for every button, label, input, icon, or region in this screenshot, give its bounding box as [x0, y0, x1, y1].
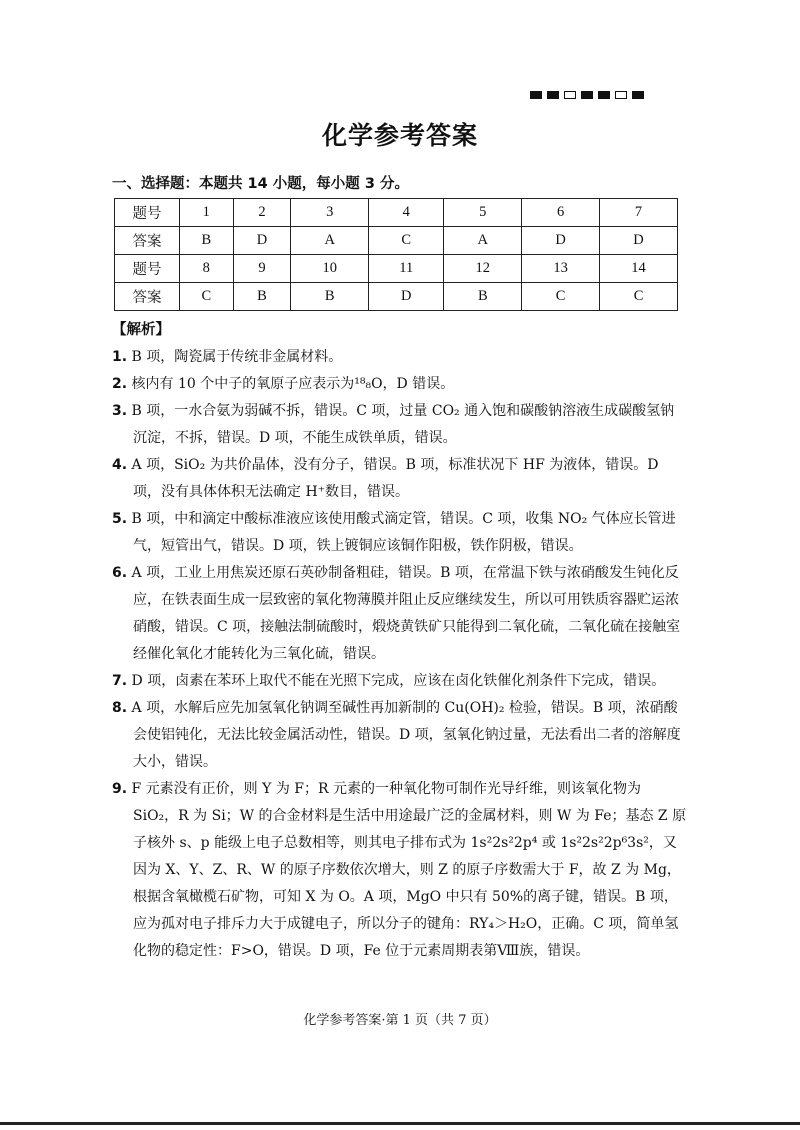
item-number: 1. [112, 349, 128, 365]
table-cell: B [233, 283, 291, 311]
table-cell: A [444, 227, 522, 255]
table-cell: C [600, 283, 678, 311]
item-text: B 项，中和滴定中酸标准液应该使用酸式滴定管，错误。C 项，收集 NO₂ 气体应长管进气，短管出气，错误。D 项，铁上镀铜应该铜作阳极，铁作阴极，错误。 [131, 511, 676, 554]
list-item [112, 560, 687, 668]
mark-filled [581, 91, 593, 99]
table-cell: 答案 [115, 227, 180, 255]
table-cell: 8 [180, 255, 234, 283]
mark-filled [530, 91, 542, 99]
item-text: A 项，SiO₂ 为共价晶体，没有分子，错误。B 项，标准状况下 HF 为液体，错误。D 项，没有具体体积无法确定 H⁺数目，错误。 [131, 457, 659, 500]
table-cell: 5 [444, 199, 522, 227]
table-row [115, 255, 678, 283]
list-item [112, 344, 687, 371]
table-cell: 2 [233, 199, 291, 227]
item-text: 核内有 10 个中子的氧原子应表示为¹⁸₈O，D 错误。 [131, 376, 455, 392]
table-cell: 题号 [115, 199, 180, 227]
item-text: B 项，一水合氨为弱碱不拆，错误。C 项，过量 CO₂ 通入饱和碳酸钠溶液生成碳酸氢钠沉淀，不拆，错误。D 项，不能生成铁单质，错误。 [131, 403, 675, 446]
table-cell: C [369, 227, 444, 255]
item-number: 4. [112, 457, 128, 473]
list-item [112, 506, 687, 560]
table-row [115, 199, 678, 227]
table-cell: 7 [600, 199, 678, 227]
table-cell: D [600, 227, 678, 255]
item-number: 5. [112, 511, 128, 527]
table-cell: 11 [369, 255, 444, 283]
mark-filled [598, 91, 610, 99]
item-number: 6. [112, 565, 128, 581]
table-cell: A [291, 227, 369, 255]
table-cell: D [522, 227, 600, 255]
list-item [112, 776, 687, 965]
page-footer: 化学参考答案·第 1 页（共 7 页） [303, 1013, 497, 1028]
table-cell: 3 [291, 199, 369, 227]
mark-filled [632, 91, 644, 99]
item-text: D 项，卤素在苯环上取代不能在光照下完成，应该在卤化铁催化剂条件下完成，错误。 [131, 673, 666, 689]
table-cell: 13 [522, 255, 600, 283]
item-text: F 元素没有正价，则 Y 为 F；R 元素的一种氧化物可制作光导纤维，则该氧化物为 SiO₂，R 为 Si；W 的合金材料是生活中用途最广泛的金属材料，则 W 为 Fe；基态 Z 原子核外 s、p 能级上电子总数相等，则其电子排布式为 1s²2s²2p⁴ 或 1s²2s²2p⁶3s²，又因为 X、Y、Z、R、W 的原子序数依次增大，则 Z 的原子序数需大于 F，故 Z 为 Mg，根据含氧橄榄石矿物，可知 X 为 O。A 项，MgO 中只有 50%的离子键，错误。B 项，应为孤对电子排斥力大于成键电子，所以分子的键角：RY₄＞H₂O，正确。C 项，简单氢化物的稳定性：F>O，错误。D 项，Fe 位于元素周期表第Ⅷ族，错误。 [131, 781, 687, 959]
table-cell: D [233, 227, 291, 255]
item-text: A 项，水解后应先加氢氧化钠调至碱性再加新制的 Cu(OH)₂ 检验，错误。B 项，浓硝酸会使铝钝化，无法比较金属活动性，错误。D 项，氢氧化钠过量，无法看出二者的溶解度大小，错误。 [131, 700, 681, 770]
analysis-heading: 【解析】 [112, 322, 170, 338]
mark-open [615, 91, 627, 99]
table-cell: 12 [444, 255, 522, 283]
table-cell: B [291, 283, 369, 311]
list-item [112, 371, 687, 398]
table-cell: B [444, 283, 522, 311]
item-number: 2. [112, 376, 128, 392]
table-cell: 10 [291, 255, 369, 283]
list-item [112, 398, 687, 452]
section-heading: 一、选择题：本题共 14 小题，每小题 3 分。 [112, 176, 409, 192]
mark-open [564, 91, 576, 99]
table-cell: 6 [522, 199, 600, 227]
analysis-list [112, 344, 687, 965]
table-cell: 答案 [115, 283, 180, 311]
table-cell: C [180, 283, 234, 311]
list-item [112, 695, 687, 776]
table-cell: 1 [180, 199, 234, 227]
item-number: 3. [112, 403, 128, 419]
table-cell: 9 [233, 255, 291, 283]
table-cell: 14 [600, 255, 678, 283]
mark-filled [547, 91, 559, 99]
list-item [112, 452, 687, 506]
table-cell: D [369, 283, 444, 311]
header-marks [530, 91, 644, 99]
item-text: B 项，陶瓷属于传统非金属材料。 [131, 349, 343, 365]
table-row [115, 227, 678, 255]
table-row [115, 283, 678, 311]
answer-table [114, 198, 678, 311]
item-number: 9. [112, 781, 128, 797]
table-cell: 4 [369, 199, 444, 227]
table-cell: 题号 [115, 255, 180, 283]
table-cell: C [522, 283, 600, 311]
item-number: 7. [112, 673, 128, 689]
bottom-rule [0, 1122, 800, 1125]
item-text: A 项，工业上用焦炭还原石英砂制备粗硅，错误。B 项，在常温下铁与浓硝酸发生钝化反应，在铁表面生成一层致密的氧化物薄膜并阻止反应继续发生，所以可用铁质容器贮运浓硝酸，错误。C 项，接触法制硫酸时，煅烧黄铁矿只能得到二氧化硫，二氧化硫在接触室经催化氧化才能转化为三氧化硫，错误。 [131, 565, 681, 662]
list-item [112, 668, 687, 695]
item-number: 8. [112, 700, 128, 716]
table-cell: B [180, 227, 234, 255]
page-title: 化学参考答案 [321, 121, 478, 150]
